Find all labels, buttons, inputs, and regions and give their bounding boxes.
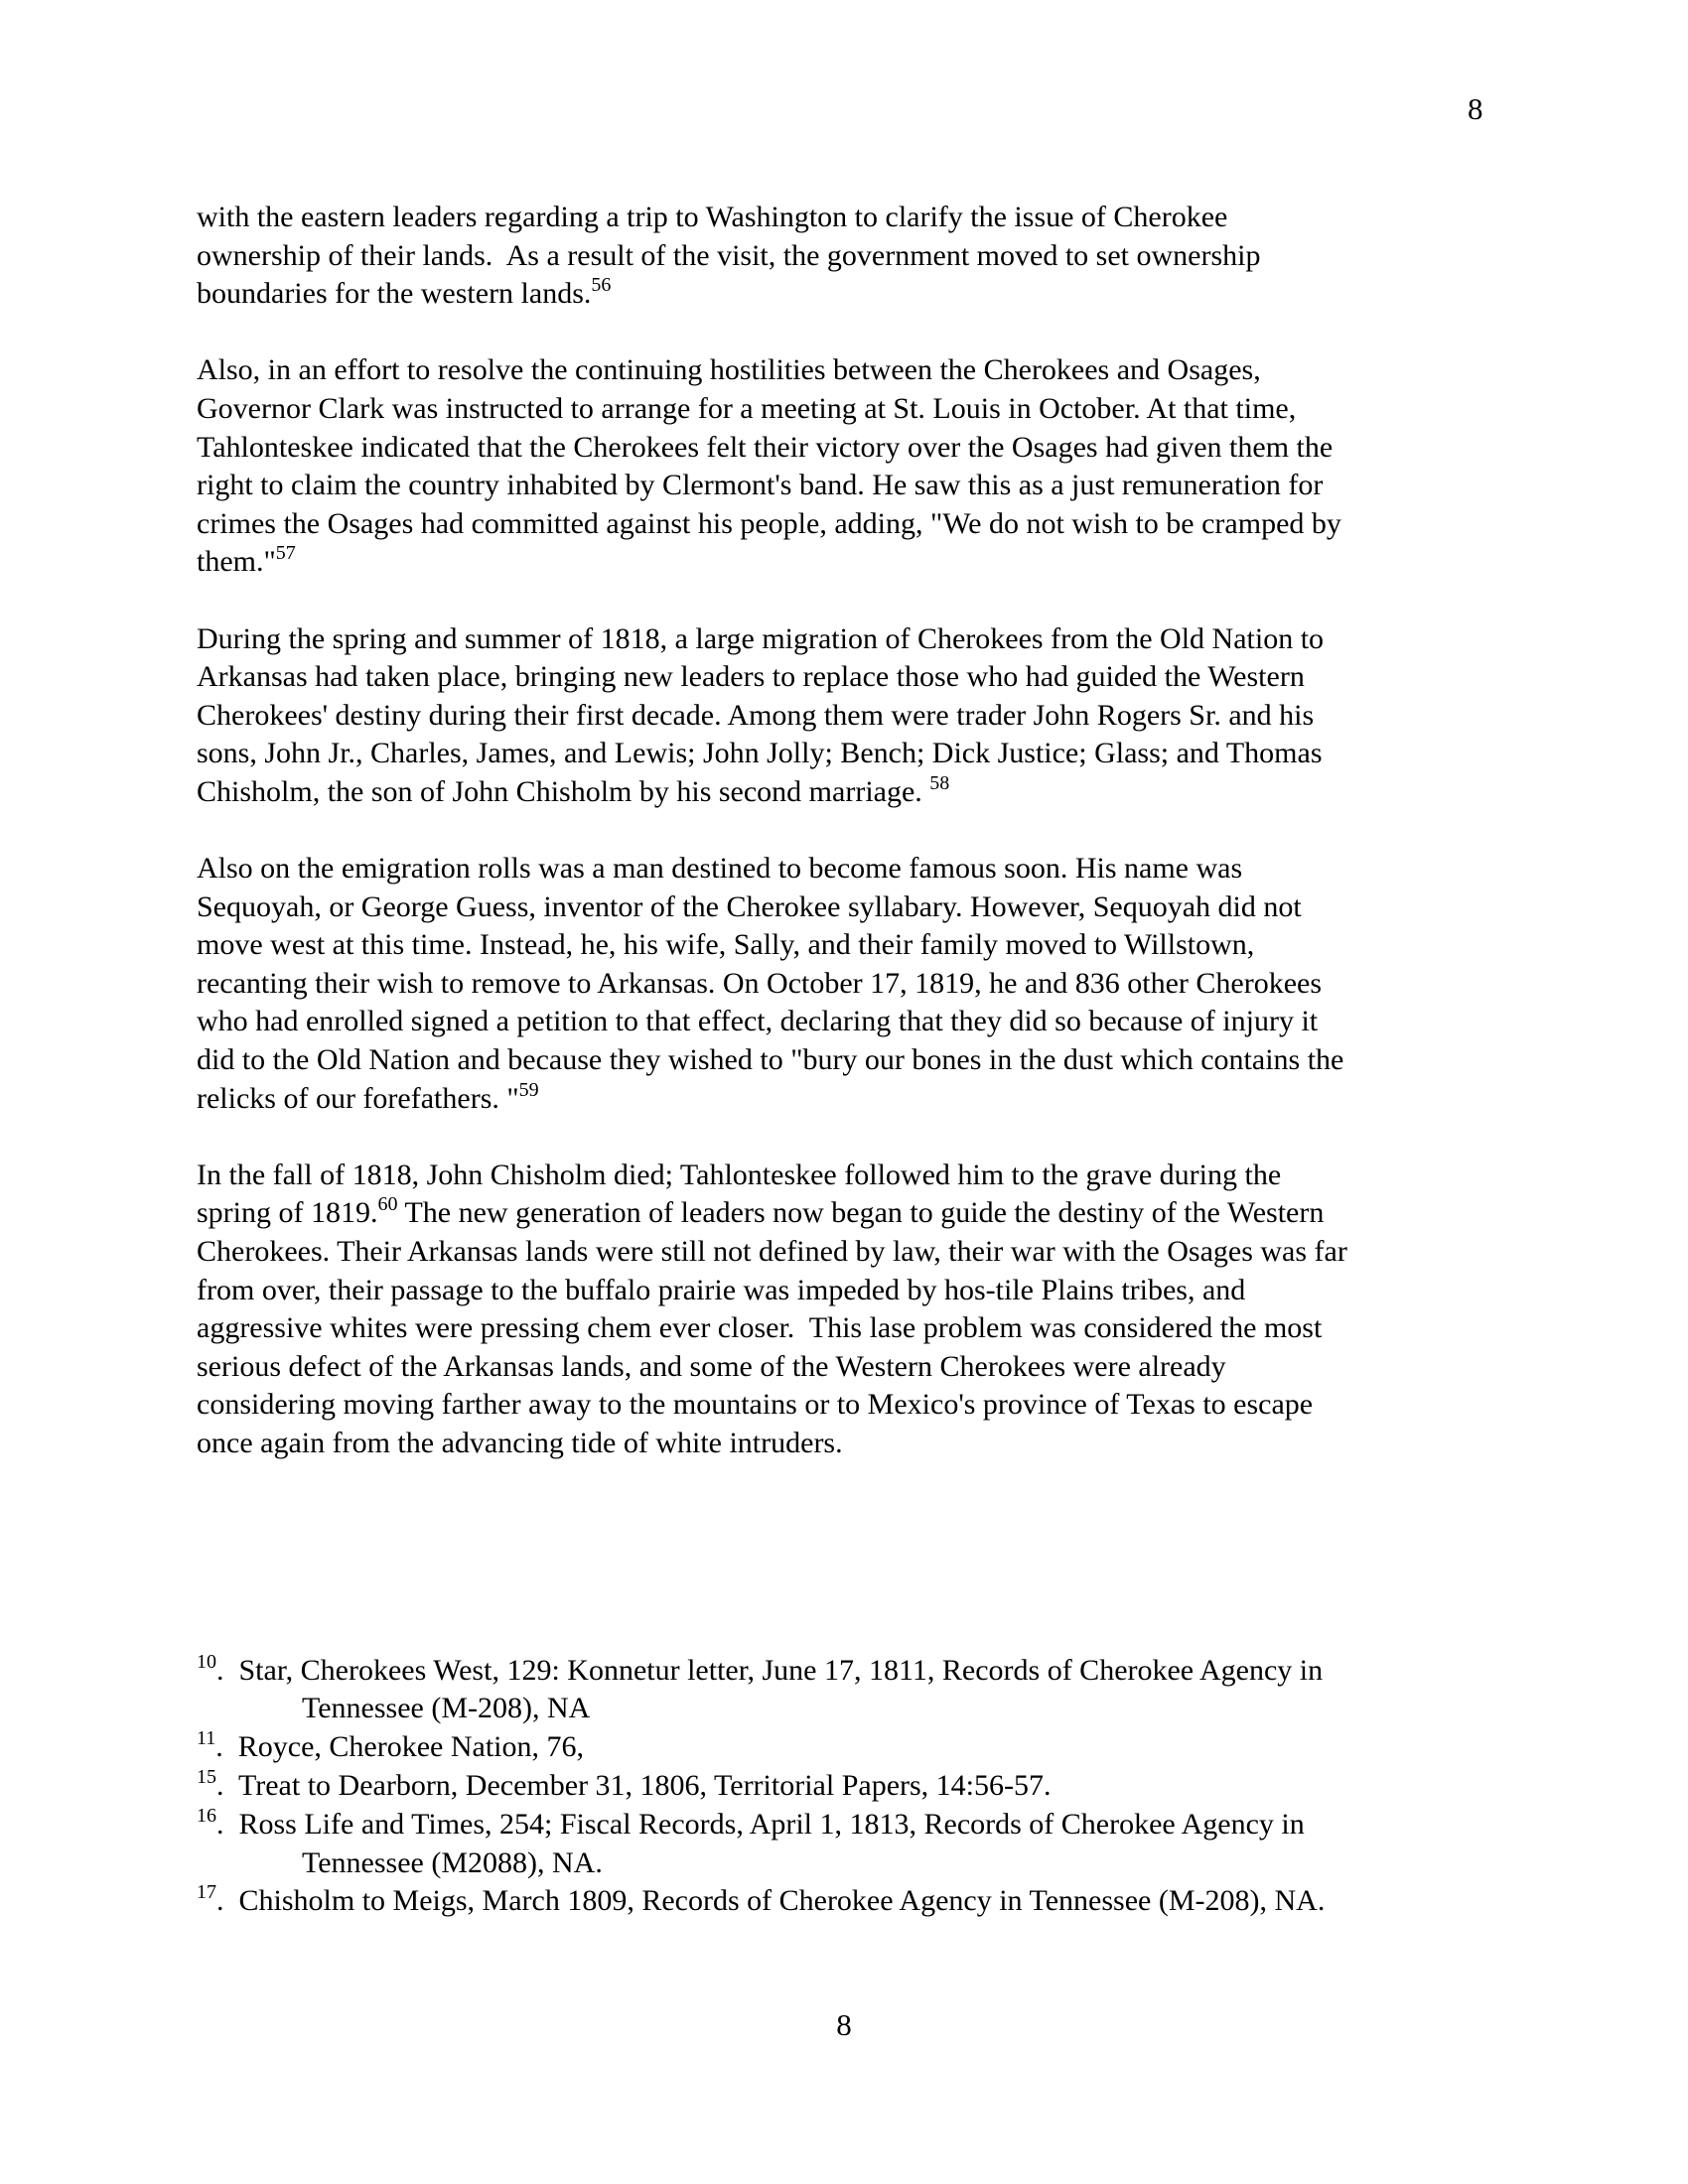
text-line: them."$^{57}$ — [197, 542, 296, 579]
footnote-number: 11 — [197, 1727, 216, 1750]
text-line: Chisholm, the son of John Chisholm by his second marriage. $^{58}$ — [197, 771, 950, 808]
footnotes-section — [197, 1652, 1470, 1922]
text-line: from over, their passage to the buffalo prairie was impeded by hos-tile Plains tribes, and — [197, 1273, 1246, 1306]
footnote-number: 16 — [197, 1804, 216, 1827]
text-line: considering moving farther away to the mountains or to Mexico's province of Texas to escape — [197, 1388, 1314, 1422]
footnote-first-line: $^{15}$. Treat to Dearborn, December 31, 1806, Territorial Papers, 14:56-57. — [197, 1765, 1052, 1802]
paragraph — [197, 1157, 1470, 1463]
text-line: Also, in an effort to resolve the continuing hostilities between the Cherokees and Osages, — [197, 353, 1261, 387]
text-line: Cherokees' destiny during their first decade. Among them were trader John Rogers Sr. and his — [197, 698, 1315, 732]
footnote-ref: 59 — [518, 1078, 539, 1101]
text-line: serious defect of the Arkansas lands, and some of the Western Cherokees were already — [197, 1349, 1226, 1383]
text-line: aggressive whites were pressing chem ever closer. This lase problem was considered the most — [197, 1311, 1323, 1345]
text-line: boundaries for the western lands.$^{56}$ — [197, 274, 612, 311]
text-line: who had enrolled signed a petition to that effect, declaring that they did so because of injury it — [197, 1005, 1319, 1038]
footnote-number: 17 — [197, 1881, 216, 1904]
footnote-ref: 56 — [591, 274, 612, 297]
body-text — [197, 199, 1470, 1463]
text-line: move west at this time. Instead, he, his wife, Sally, and their family moved to Willstown, — [197, 928, 1255, 962]
text-line: did to the Old Nation and because they wished to "bury our bones in the dust which contains the — [197, 1043, 1344, 1077]
footnote-first-line: $^{10}$. Star, Cherokees West, 129: Konnetur letter, June 17, 1811, Records of Cherokee Agency in — [197, 1650, 1324, 1687]
footnote-number: 10 — [197, 1650, 216, 1673]
footnote-number: 15 — [197, 1765, 216, 1788]
text-line: In the fall of 1818, John Chisholm died; Tahlonteskee followed him to the grave during the — [197, 1158, 1282, 1191]
footnote-first-line: $^{16}$. Ross Life and Times, 254; Fiscal Records, April 1, 1813, Records of Cherokee Agency in — [197, 1804, 1305, 1841]
text-line: Cherokees. Their Arkansas lands were still not defined by law, their war with the Osages was far — [197, 1235, 1347, 1269]
text-line: During the spring and summer of 1818, a large migration of Cherokees from the Old Nation to — [197, 621, 1325, 655]
footnote-first-line: $^{11}$. Royce, Cherokee Nation, 76, — [197, 1727, 585, 1764]
text-line: relicks of our forefathers. "$^{59}$ — [197, 1078, 539, 1115]
text-line: ownership of their lands. As a result of the visit, the government moved to set ownership — [197, 238, 1261, 272]
footnote-item — [197, 1652, 1470, 1729]
text-line: spring of 1819.60 The new generation of leaders now began to guide the destiny of the Western — [197, 1193, 1325, 1230]
paragraph — [197, 620, 1470, 812]
paragraph — [197, 850, 1470, 1118]
text-line: once again from the advancing tide of white intruders. — [197, 1427, 843, 1459]
footnote-ref: 60 — [377, 1193, 398, 1216]
text-line: Also on the emigration rolls was a man destined to become famous soon. His name was — [197, 852, 1243, 886]
footnote-first-line: $^{17}$. Chisholm to Meigs, March 1809, Records of Cherokee Agency in Tennessee (M-208), NA. — [197, 1881, 1326, 1918]
text-line: crimes the Osages had committed against his people, adding, "We do not wish to be cramped by — [197, 506, 1341, 540]
footnote-item — [197, 1728, 1470, 1767]
footnote-continuation-line: Tennessee (M-208), NA — [302, 1692, 591, 1725]
text-line: Sequoyah, or George Guess, inventor of the Cherokee syllabary. However, Sequoyah did not — [197, 889, 1302, 923]
footnote-item — [197, 1806, 1470, 1883]
footnote-item — [197, 1767, 1470, 1806]
page-content — [197, 199, 1470, 1921]
text-line: sons, John Jr., Charles, James, and Lewis; John Jolly; Bench; Dick Justice; Glass; and Thomas — [197, 737, 1323, 770]
footnote-item — [197, 1882, 1470, 1921]
footnote-ref: 57 — [275, 542, 296, 565]
footnote-ref: 58 — [929, 771, 950, 794]
footnote-continuation-line: Tennessee (M2088), NA. — [302, 1845, 603, 1879]
page-number-header: 8 — [1468, 91, 1483, 126]
text-line: right to claim the country inhabited by Clermont's band. He saw this as a just remuneration for — [197, 469, 1324, 502]
text-line: Governor Clark was instructed to arrange for a meeting at St. Louis in October. At that time, — [197, 391, 1297, 425]
page-number-footer: 8 — [836, 2007, 852, 2042]
text-line: with the eastern leaders regarding a trip to Washington to clarify the issue of Cherokee — [197, 201, 1228, 233]
text-line: Arkansas had taken place, bringing new leaders to replace those who had guided the Western — [197, 660, 1305, 694]
paragraph — [197, 199, 1470, 314]
text-line: Tahlonteskee indicated that the Cherokees felt their victory over the Osages had given them the — [197, 430, 1334, 464]
paragraph — [197, 351, 1470, 582]
text-line: recanting their wish to remove to Arkansas. On October 17, 1819, he and 836 other Cherokees — [197, 966, 1323, 1000]
